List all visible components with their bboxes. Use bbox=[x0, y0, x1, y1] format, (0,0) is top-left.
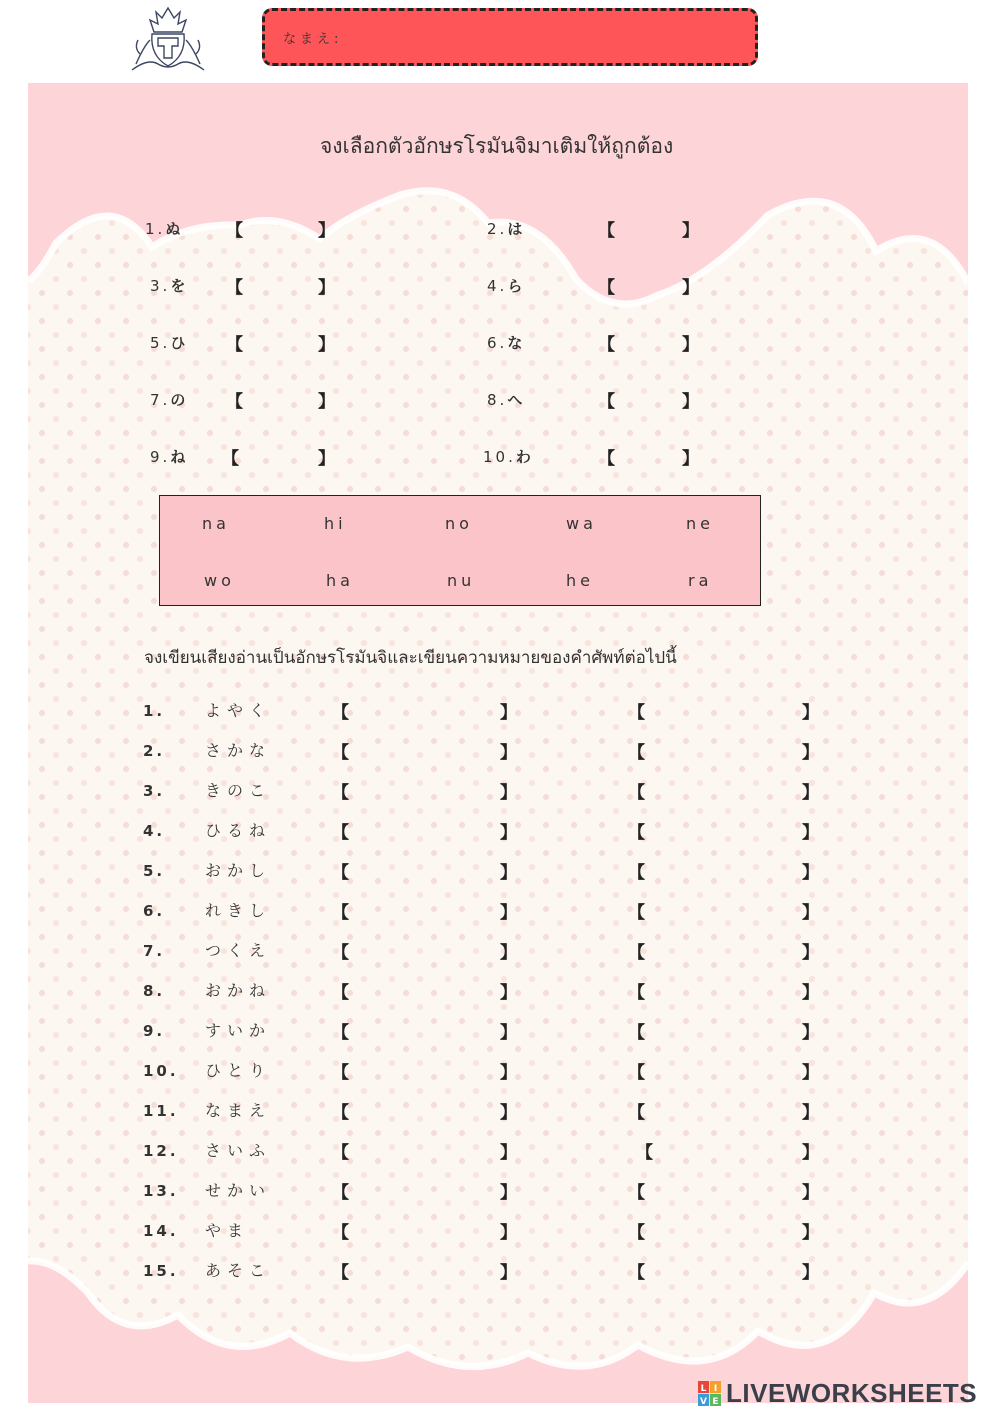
vocab-number: 7. bbox=[143, 942, 166, 960]
vocab-kana: れきし bbox=[205, 901, 272, 920]
meaning-open-bracket: 【 bbox=[628, 823, 645, 843]
answer-close-bracket: 】 bbox=[682, 449, 699, 469]
romaji-close-bracket: 】 bbox=[500, 1223, 517, 1243]
section2-title: จงเขียนเสียงอ่านเป็นอักษรโรมันจิและเขียนความหมายของคำศัพท์ต่อไปนี้ bbox=[144, 648, 677, 668]
romaji-close-bracket: 】 bbox=[500, 863, 517, 883]
meaning-open-bracket: 【 bbox=[636, 1143, 653, 1163]
meaning-open-bracket: 【 bbox=[628, 863, 645, 883]
vocab-number: 9. bbox=[143, 1022, 166, 1040]
word-bank-item: hi bbox=[324, 514, 347, 533]
romaji-open-bracket: 【 bbox=[332, 1263, 349, 1283]
vocab-kana: つくえ bbox=[205, 941, 272, 960]
word-bank-item: na bbox=[202, 514, 230, 533]
question-9: 9.ね bbox=[150, 448, 189, 466]
vocab-kana: おかね bbox=[205, 981, 272, 1000]
romaji-close-bracket: 】 bbox=[500, 943, 517, 963]
vocab-kana: やま bbox=[205, 1221, 250, 1240]
answer-open-bracket: 【 bbox=[598, 221, 615, 241]
badge-letter-i: I bbox=[713, 1384, 718, 1394]
romaji-open-bracket: 【 bbox=[332, 1223, 349, 1243]
meaning-open-bracket: 【 bbox=[628, 1223, 645, 1243]
vocab-number: 4. bbox=[143, 822, 166, 840]
question-1: 1.ぬ bbox=[145, 220, 184, 238]
romaji-open-bracket: 【 bbox=[332, 703, 349, 723]
word-bank-item: no bbox=[445, 514, 473, 533]
romaji-open-bracket: 【 bbox=[332, 783, 349, 803]
question-6: 6.な bbox=[487, 334, 526, 352]
vocab-kana: ひるね bbox=[205, 821, 272, 840]
meaning-close-bracket: 】 bbox=[802, 703, 819, 723]
romaji-close-bracket: 】 bbox=[500, 1263, 517, 1283]
romaji-open-bracket: 【 bbox=[332, 943, 349, 963]
vocab-number: 6. bbox=[143, 902, 166, 920]
school-crest-logo bbox=[128, 4, 208, 76]
liveworksheets-wordmark: LIVEWORKSHEETS bbox=[726, 1378, 978, 1408]
meaning-close-bracket: 】 bbox=[802, 1223, 819, 1243]
badge-letter-e: E bbox=[712, 1397, 719, 1407]
romaji-close-bracket: 】 bbox=[500, 1063, 517, 1083]
answer-close-bracket: 】 bbox=[318, 278, 335, 298]
question-8: 8.へ bbox=[487, 391, 526, 409]
romaji-open-bracket: 【 bbox=[332, 1143, 349, 1163]
meaning-close-bracket: 】 bbox=[802, 1143, 819, 1163]
vocab-number: 12. bbox=[143, 1142, 179, 1160]
answer-open-bracket: 【 bbox=[598, 335, 615, 355]
meaning-open-bracket: 【 bbox=[628, 943, 645, 963]
vocab-number: 14. bbox=[143, 1222, 179, 1240]
romaji-close-bracket: 】 bbox=[500, 1103, 517, 1123]
answer-open-bracket: 【 bbox=[598, 449, 615, 469]
answer-open-bracket: 【 bbox=[226, 392, 243, 412]
meaning-open-bracket: 【 bbox=[628, 1063, 645, 1083]
question-4: 4.ら bbox=[487, 277, 526, 295]
answer-close-bracket: 】 bbox=[682, 392, 699, 412]
vocab-number: 1. bbox=[143, 702, 166, 720]
meaning-close-bracket: 】 bbox=[802, 983, 819, 1003]
answer-close-bracket: 】 bbox=[318, 335, 335, 355]
word-bank-item: wa bbox=[566, 514, 597, 533]
meaning-open-bracket: 【 bbox=[628, 903, 645, 923]
romaji-open-bracket: 【 bbox=[332, 983, 349, 1003]
section1-title: จงเลือกตัวอักษรโรมันจิมาเติมให้ถูกต้อง bbox=[320, 134, 674, 158]
question-2: 2.は bbox=[487, 220, 526, 238]
question-10: 10.わ bbox=[483, 448, 534, 466]
badge-letter-l: L bbox=[700, 1384, 707, 1394]
answer-open-bracket: 【 bbox=[222, 449, 239, 469]
meaning-open-bracket: 【 bbox=[628, 1023, 645, 1043]
vocab-kana: ひとり bbox=[205, 1061, 272, 1080]
answer-close-bracket: 】 bbox=[682, 335, 699, 355]
meaning-close-bracket: 】 bbox=[802, 823, 819, 843]
answer-close-bracket: 】 bbox=[682, 278, 699, 298]
answer-close-bracket: 】 bbox=[318, 221, 335, 241]
word-bank-item: ne bbox=[686, 514, 714, 533]
vocab-number: 15. bbox=[143, 1262, 179, 1280]
romaji-close-bracket: 】 bbox=[500, 1023, 517, 1043]
meaning-open-bracket: 【 bbox=[628, 1183, 645, 1203]
answer-open-bracket: 【 bbox=[226, 278, 243, 298]
vocab-number: 13. bbox=[143, 1182, 179, 1200]
badge-letter-v: V bbox=[700, 1397, 707, 1407]
vocab-kana: せかい bbox=[205, 1181, 272, 1200]
name-label: なまえ: bbox=[283, 32, 343, 47]
word-bank-item: ra bbox=[688, 571, 713, 590]
meaning-open-bracket: 【 bbox=[628, 983, 645, 1003]
meaning-close-bracket: 】 bbox=[802, 943, 819, 963]
vocab-kana: おかし bbox=[205, 861, 272, 880]
meaning-close-bracket: 】 bbox=[802, 1183, 819, 1203]
question-3: 3.を bbox=[150, 277, 189, 295]
question-5: 5.ひ bbox=[150, 334, 189, 352]
vocab-number: 2. bbox=[143, 742, 166, 760]
romaji-close-bracket: 】 bbox=[500, 823, 517, 843]
romaji-close-bracket: 】 bbox=[500, 783, 517, 803]
vocab-kana: すいか bbox=[205, 1021, 272, 1040]
word-bank-item: nu bbox=[447, 571, 476, 590]
romaji-close-bracket: 】 bbox=[500, 1143, 517, 1163]
meaning-open-bracket: 【 bbox=[628, 743, 645, 763]
romaji-close-bracket: 】 bbox=[500, 703, 517, 723]
romaji-open-bracket: 【 bbox=[332, 1183, 349, 1203]
answer-open-bracket: 【 bbox=[598, 392, 615, 412]
name-field[interactable] bbox=[262, 8, 758, 66]
meaning-close-bracket: 】 bbox=[802, 1063, 819, 1083]
romaji-open-bracket: 【 bbox=[332, 863, 349, 883]
vocab-kana: あそこ bbox=[205, 1261, 272, 1280]
romaji-close-bracket: 】 bbox=[500, 1183, 517, 1203]
meaning-close-bracket: 】 bbox=[802, 863, 819, 883]
meaning-close-bracket: 】 bbox=[802, 1023, 819, 1043]
vocab-kana: よやく bbox=[205, 701, 272, 720]
liveworksheets-badge-icon bbox=[698, 1381, 722, 1407]
vocab-kana: きのこ bbox=[205, 781, 272, 800]
vocab-number: 10. bbox=[143, 1062, 179, 1080]
romaji-open-bracket: 【 bbox=[332, 743, 349, 763]
romaji-close-bracket: 】 bbox=[500, 983, 517, 1003]
vocab-kana: さいふ bbox=[205, 1141, 272, 1160]
answer-open-bracket: 【 bbox=[598, 278, 615, 298]
romaji-close-bracket: 】 bbox=[500, 743, 517, 763]
meaning-close-bracket: 】 bbox=[802, 783, 819, 803]
meaning-close-bracket: 】 bbox=[802, 1263, 819, 1283]
meaning-open-bracket: 【 bbox=[628, 1103, 645, 1123]
meaning-close-bracket: 】 bbox=[802, 1103, 819, 1123]
word-bank-item: ha bbox=[326, 571, 354, 590]
answer-open-bracket: 【 bbox=[226, 221, 243, 241]
vocab-kana: さかな bbox=[205, 741, 272, 760]
answer-close-bracket: 】 bbox=[682, 221, 699, 241]
vocab-number: 8. bbox=[143, 982, 166, 1000]
romaji-open-bracket: 【 bbox=[332, 1103, 349, 1123]
answer-close-bracket: 】 bbox=[318, 392, 335, 412]
meaning-close-bracket: 】 bbox=[802, 903, 819, 923]
question-7: 7.の bbox=[150, 391, 189, 409]
word-bank-item: wo bbox=[204, 571, 235, 590]
meaning-open-bracket: 【 bbox=[628, 783, 645, 803]
romaji-open-bracket: 【 bbox=[332, 823, 349, 843]
meaning-open-bracket: 【 bbox=[628, 703, 645, 723]
word-bank-item: he bbox=[566, 571, 594, 590]
romaji-open-bracket: 【 bbox=[332, 1023, 349, 1043]
meaning-close-bracket: 】 bbox=[802, 743, 819, 763]
vocab-number: 5. bbox=[143, 862, 166, 880]
answer-close-bracket: 】 bbox=[318, 449, 335, 469]
meaning-open-bracket: 【 bbox=[628, 1263, 645, 1283]
vocab-number: 11. bbox=[143, 1102, 179, 1120]
romaji-open-bracket: 【 bbox=[332, 1063, 349, 1083]
vocab-kana: なまえ bbox=[205, 1101, 272, 1120]
word-bank bbox=[159, 495, 761, 606]
answer-open-bracket: 【 bbox=[226, 335, 243, 355]
romaji-close-bracket: 】 bbox=[500, 903, 517, 923]
romaji-open-bracket: 【 bbox=[332, 903, 349, 923]
vocab-number: 3. bbox=[143, 782, 166, 800]
